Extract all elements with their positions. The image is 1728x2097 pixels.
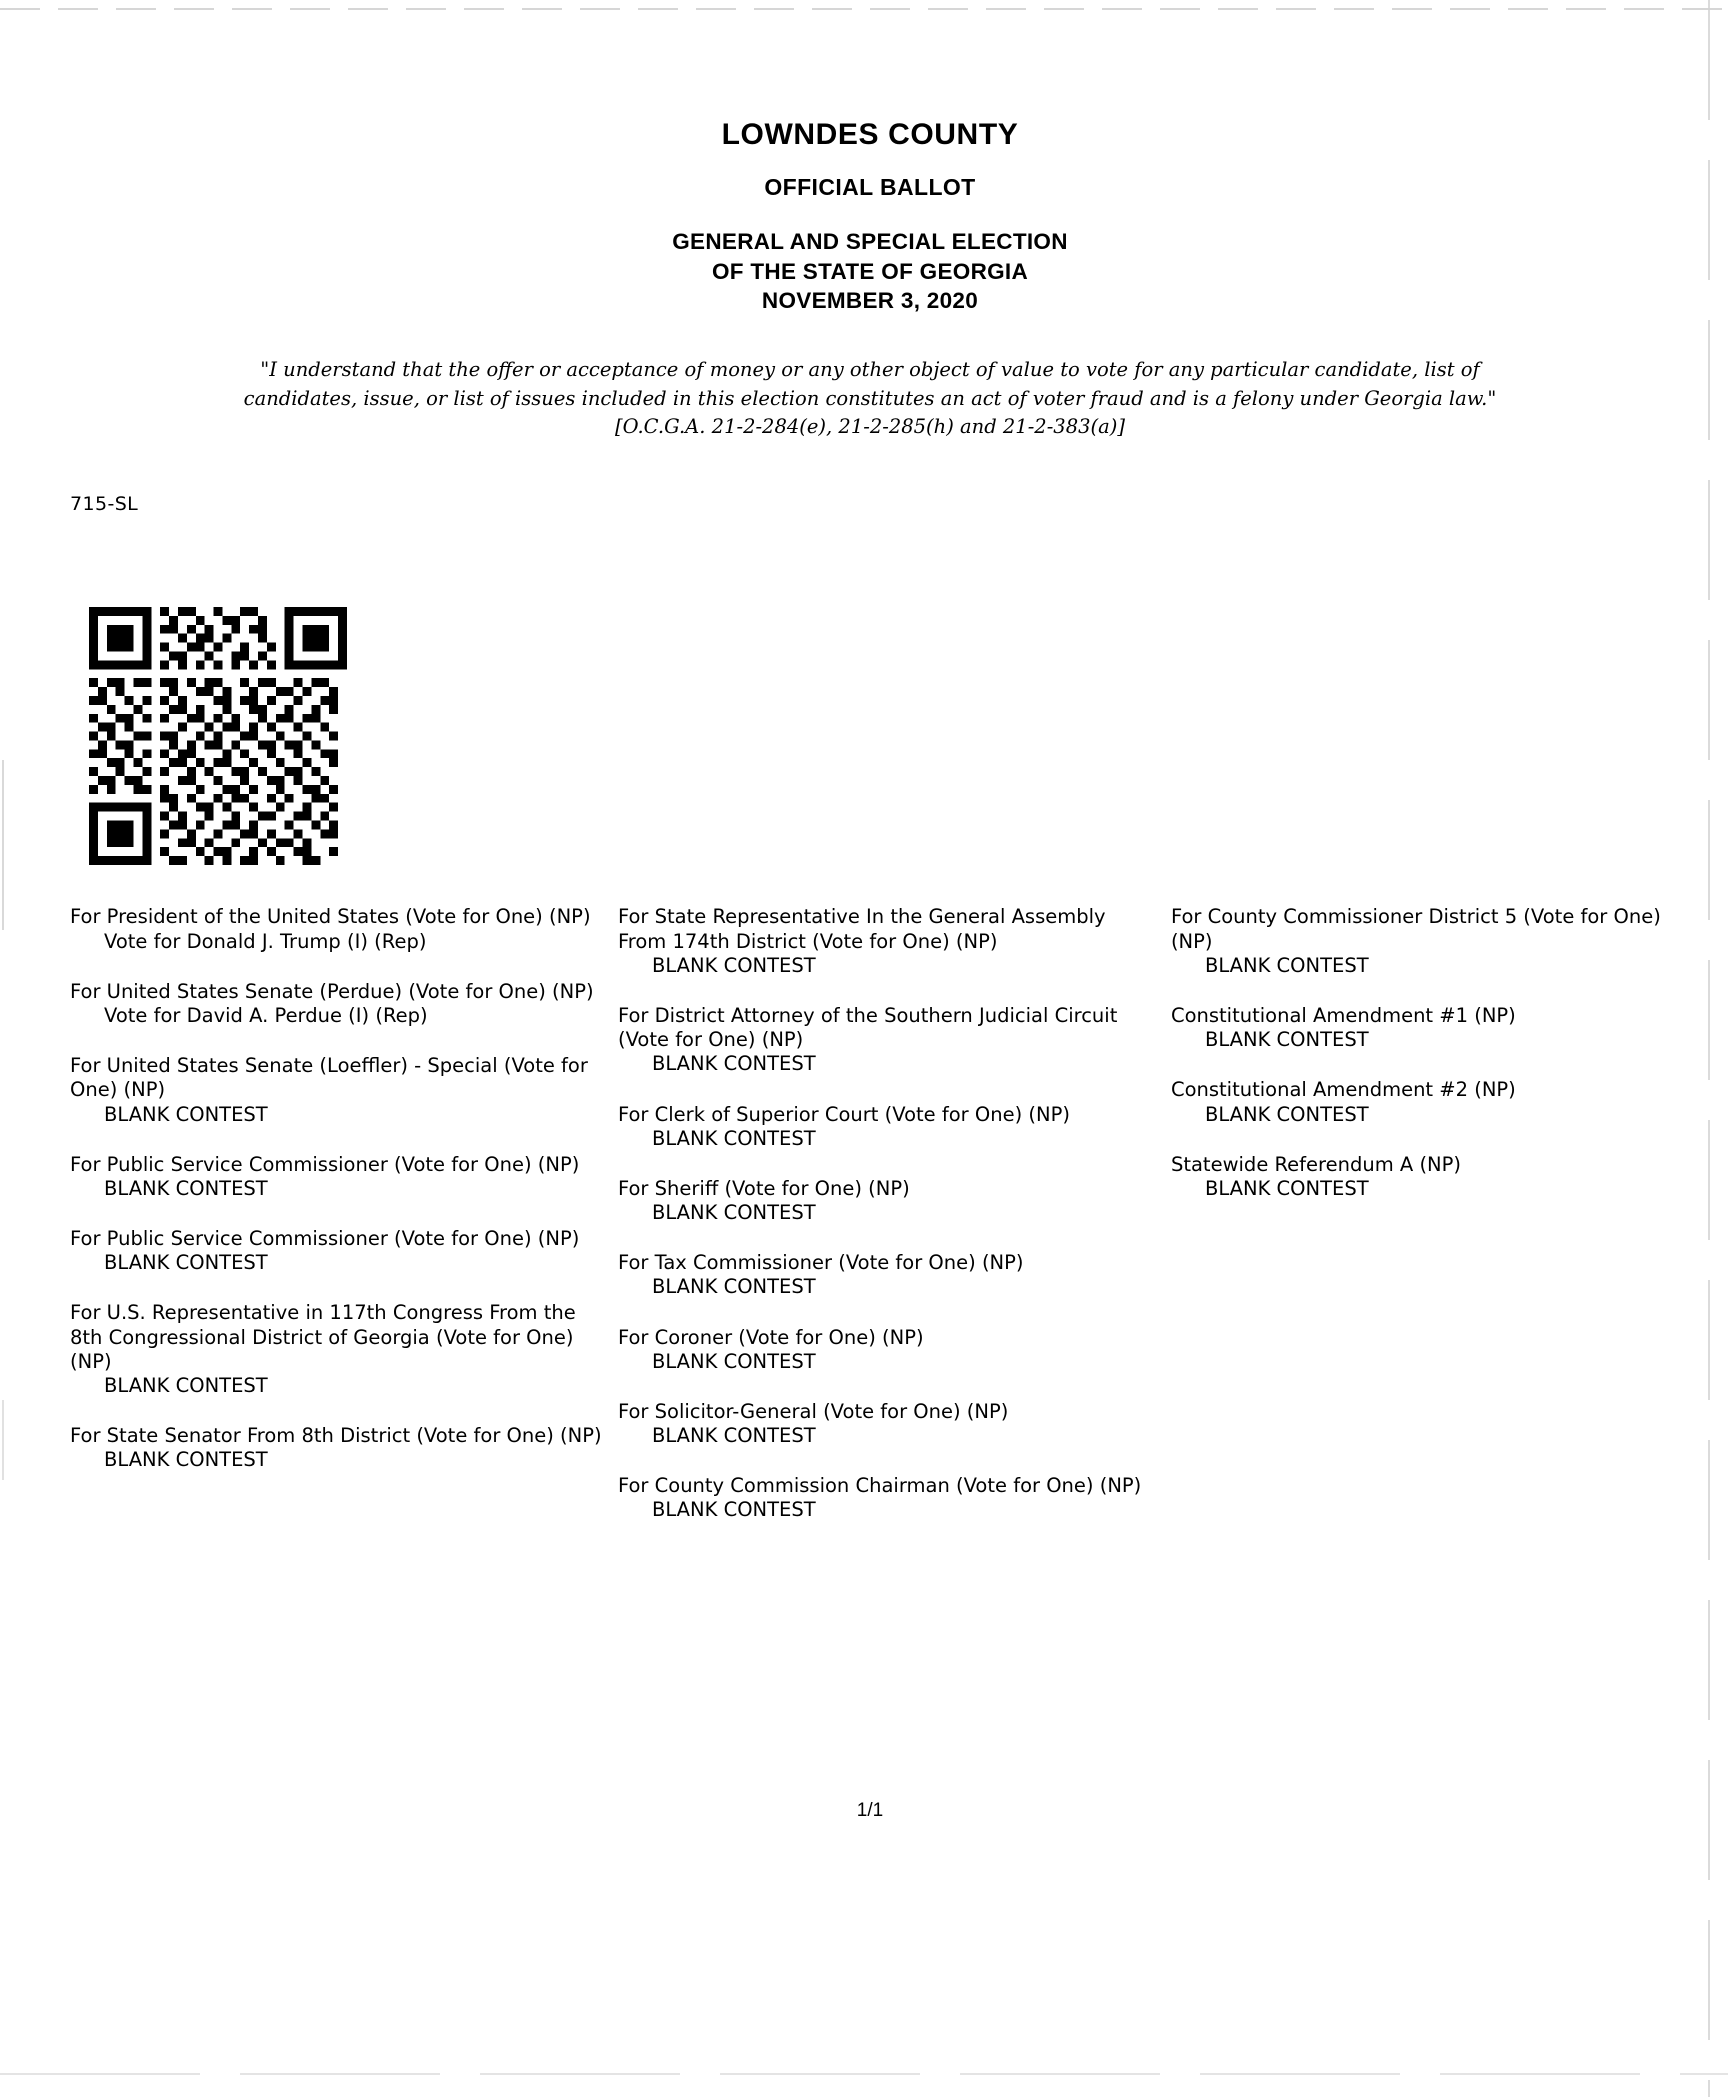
scan-artifact-right	[1708, 0, 1710, 2097]
election-title-line-1: GENERAL AND SPECIAL ELECTION	[672, 229, 1068, 254]
contest-title: For Coroner (Vote for One) (NP)	[617, 1325, 924, 1349]
contest-item	[618, 1103, 1157, 1151]
contest-title: For Sheriff (Vote for One) (NP)	[617, 1176, 910, 1200]
contest-choice: BLANK CONTEST	[1204, 953, 1369, 977]
contest-item	[70, 1301, 604, 1398]
contest-title: For Public Service Commissioner (Vote for One) (NP)	[70, 1152, 580, 1176]
contest-choice: BLANK CONTEST	[651, 953, 816, 977]
contest-column-3	[1171, 905, 1670, 1227]
contest-title: For County Commission Chairman (Vote for One) (NP)	[617, 1474, 1142, 1498]
contest-choice: BLANK CONTEST	[651, 1275, 816, 1299]
contest-item	[70, 1227, 604, 1275]
contest-choice: BLANK CONTEST	[1204, 1102, 1369, 1126]
official-ballot-title: OFFICIAL BALLOT	[764, 174, 976, 200]
contest-item	[70, 905, 604, 953]
contest-title: Constitutional Amendment #2 (NP)	[1170, 1078, 1516, 1102]
contest-item	[1171, 1153, 1670, 1201]
contest-item	[618, 1474, 1157, 1522]
qr-code	[78, 607, 358, 865]
county-title: LOWNDES COUNTY	[721, 118, 1019, 151]
contest-choice: Vote for Donald J. Trump (I) (Rep)	[104, 929, 427, 953]
contest-choice: Vote for David A. Perdue (I) (Rep)	[104, 1003, 428, 1027]
contest-title: For State Senator From 8th District (Vote for One) (NP)	[70, 1424, 602, 1448]
contest-choice: BLANK CONTEST	[651, 1126, 816, 1150]
contest-choice: BLANK CONTEST	[1204, 1176, 1369, 1200]
election-date: NOVEMBER 3, 2020	[761, 288, 979, 314]
ballot-style-id: 715-SL	[70, 493, 139, 516]
contest-choice: BLANK CONTEST	[651, 1498, 816, 1522]
contest-item	[70, 1054, 604, 1127]
contest-title: For District Attorney of the Southern Judicial Circuit (Vote for One) (NP)	[617, 1003, 1118, 1052]
contest-title: For Clerk of Superior Court (Vote for One) (NP)	[617, 1102, 1070, 1126]
election-title-line-2: OF THE STATE OF GEORGIA	[711, 258, 1029, 284]
voter-fraud-oath-text: "I understand that the offer or acceptance of money or any other object of value to vote for any particular candidate, list of candidates, issue, or list of issues included in this election constitutes an act of voter fraud and is a felony under Georgia law." [O.C.G.A. 21-2-284(e), 21-2-285(h) and 21-2-383(a)]	[243, 358, 1497, 438]
contest-item	[1171, 1078, 1670, 1126]
contest-choice: BLANK CONTEST	[104, 1448, 268, 1472]
scan-artifact-left	[2, 0, 4, 2097]
contest-column-1	[70, 905, 618, 1498]
contest-title: For Public Service Commissioner (Vote for One) (NP)	[70, 1227, 580, 1251]
contest-choice: BLANK CONTEST	[651, 1349, 816, 1373]
ballot-content	[70, 0, 1670, 1821]
contest-item	[618, 1251, 1157, 1299]
contest-choice: BLANK CONTEST	[651, 1052, 816, 1076]
contest-item	[618, 1326, 1157, 1374]
contest-item	[70, 1424, 604, 1472]
contest-item	[1171, 1004, 1670, 1052]
contest-title: Constitutional Amendment #1 (NP)	[1170, 1003, 1516, 1027]
contest-choice: BLANK CONTEST	[651, 1201, 816, 1225]
contest-item	[1171, 905, 1670, 978]
contest-item	[618, 1004, 1157, 1077]
contest-title: For State Representative In the General Assembly From 174th District (Vote for One) (NP)	[617, 905, 1106, 953]
contest-item	[618, 905, 1157, 978]
contest-choice: BLANK CONTEST	[651, 1424, 816, 1448]
scan-artifact-bottom	[0, 2073, 1728, 2075]
contest-item	[70, 980, 604, 1028]
contest-item	[618, 1177, 1157, 1225]
contest-title: For Solicitor-General (Vote for One) (NP)	[617, 1399, 1009, 1423]
contest-choice: BLANK CONTEST	[1204, 1028, 1369, 1052]
page-number: 1/1	[856, 1800, 884, 1821]
contest-choice: BLANK CONTEST	[104, 1102, 268, 1126]
contest-title: For United States Senate (Perdue) (Vote for One) (NP)	[70, 979, 594, 1003]
contest-item	[70, 1153, 604, 1201]
contest-column-2	[618, 905, 1171, 1548]
contest-title: For United States Senate (Loeffler) - Special (Vote for One) (NP)	[70, 1054, 588, 1102]
contest-title: For County Commissioner District 5 (Vote for One) (NP)	[1170, 905, 1661, 953]
ballot-header	[70, 0, 1670, 316]
contest-title: For Tax Commissioner (Vote for One) (NP)	[617, 1251, 1024, 1275]
contest-title: For President of the United States (Vote for One) (NP)	[70, 905, 591, 929]
contest-title: Statewide Referendum A (NP)	[1170, 1152, 1462, 1176]
contest-title: For U.S. Representative in 117th Congress From the 8th Congressional District of Georgia (Vote for One) (NP)	[70, 1301, 576, 1373]
contest-choice: BLANK CONTEST	[104, 1251, 268, 1275]
contest-choice: BLANK CONTEST	[104, 1176, 268, 1200]
contest-item	[618, 1400, 1157, 1448]
contest-choice: BLANK CONTEST	[104, 1373, 268, 1397]
contest-columns	[70, 905, 1670, 1548]
